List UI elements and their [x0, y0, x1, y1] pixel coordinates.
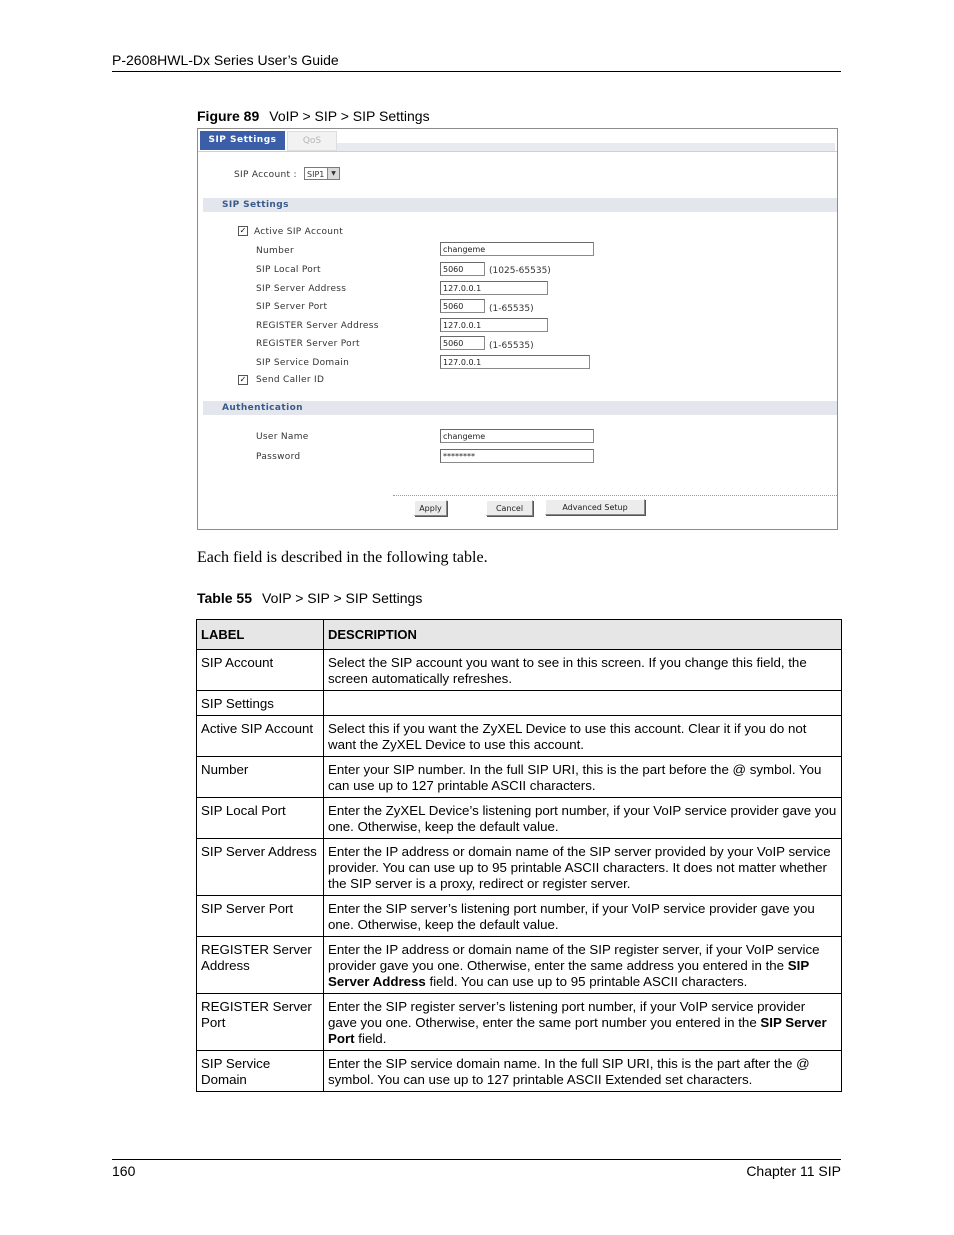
- row-label: SIP Account: [197, 650, 324, 691]
- row-label: Active SIP Account: [197, 716, 324, 757]
- table-header-row: [197, 620, 842, 650]
- header-description: DESCRIPTION: [324, 620, 842, 650]
- sip-server-port-input[interactable]: 5060: [440, 299, 485, 313]
- row-label: REGISTER Server Port: [197, 994, 324, 1051]
- table-row: [197, 716, 842, 757]
- register-server-port-range: (1-65535): [489, 341, 534, 351]
- figure-caption: [197, 108, 430, 124]
- register-server-address-label: REGISTER Server Address: [256, 321, 379, 331]
- row-description: [324, 937, 842, 994]
- apply-button[interactable]: Apply: [414, 500, 447, 516]
- row-label: SIP Server Address: [197, 839, 324, 896]
- table-row: [197, 757, 842, 798]
- table-row: [197, 896, 842, 937]
- chevron-down-icon[interactable]: ▼: [327, 168, 339, 179]
- intro-paragraph: Each field is described in the following table.: [197, 549, 488, 566]
- sip-account-label: SIP Account :: [234, 170, 297, 180]
- page-number: 160: [112, 1163, 136, 1179]
- row-label: REGISTER Server Address: [197, 937, 324, 994]
- sip-local-port-input[interactable]: 5060: [440, 262, 485, 276]
- tab-bar: [198, 129, 837, 152]
- password-label: Password: [256, 452, 301, 462]
- table-row: [197, 1051, 842, 1092]
- field-description-table: [196, 619, 842, 1092]
- send-caller-id-label: Send Caller ID: [256, 375, 325, 385]
- row-description: [324, 691, 842, 716]
- sip-account-select[interactable]: [304, 167, 340, 180]
- register-server-port-label: REGISTER Server Port: [256, 339, 360, 349]
- number-input[interactable]: changeme: [440, 242, 594, 256]
- tab-strip: [337, 143, 835, 151]
- user-name-label: User Name: [256, 432, 309, 442]
- advanced-setup-button[interactable]: Advanced Setup: [545, 499, 645, 515]
- row-description-text: Enter the SIP register server’s listening port number, if your VoIP service provider gave you one. Otherwise, enter the same port number you entered in the: [328, 999, 806, 1030]
- number-label: Number: [256, 246, 294, 256]
- register-server-address-input[interactable]: 127.0.0.1: [440, 318, 548, 332]
- figure-label: Figure 89: [197, 108, 260, 124]
- row-label: SIP Service Domain: [197, 1051, 324, 1092]
- header-rule: [112, 71, 841, 72]
- figure-title: VoIP > SIP > SIP Settings: [269, 108, 430, 124]
- sip-server-port-label: SIP Server Port: [256, 302, 328, 312]
- sip-settings-screenshot: [197, 128, 838, 530]
- row-description: [324, 994, 842, 1051]
- row-description: Select this if you want the ZyXEL Device to use this account. Clear it if you do not want the ZyXEL Device to use this account.: [324, 716, 842, 757]
- row-description: Enter your SIP number. In the full SIP URI, this is the part before the @ symbol. You can use up to 127 printable ASCII characters.: [324, 757, 842, 798]
- active-sip-account-label: Active SIP Account: [254, 227, 344, 237]
- table-row: [197, 798, 842, 839]
- table-title: VoIP > SIP > SIP Settings: [262, 590, 423, 606]
- register-server-port-input[interactable]: 5060: [440, 336, 485, 350]
- tab-sip-settings[interactable]: SIP Settings: [200, 131, 285, 150]
- tab-qos[interactable]: QoS: [287, 131, 337, 151]
- section-sip-settings: SIP Settings: [203, 198, 837, 212]
- send-caller-id-checkbox[interactable]: ✓: [239, 375, 247, 384]
- active-sip-account-checkbox[interactable]: ✓: [239, 226, 247, 235]
- row-label: SIP Server Port: [197, 896, 324, 937]
- sip-local-port-label: SIP Local Port: [256, 265, 321, 275]
- table-row: [197, 650, 842, 691]
- sip-service-domain-label: SIP Service Domain: [256, 358, 350, 368]
- sip-server-address-input[interactable]: 127.0.0.1: [440, 281, 548, 295]
- section-authentication: Authentication: [203, 401, 837, 415]
- table-row: [197, 937, 842, 994]
- row-description: Enter the IP address or domain name of the SIP server provided by your VoIP service provider. You can use up to 95 printable ASCII characters. It does not matter whether the SIP server is a proxy, redirect or register server.: [324, 839, 842, 896]
- row-label: Number: [197, 757, 324, 798]
- running-header: P-2608HWL-Dx Series User’s Guide: [112, 52, 339, 68]
- sip-account-value: SIP1: [307, 170, 325, 179]
- sip-service-domain-input[interactable]: 127.0.0.1: [440, 355, 590, 369]
- row-label: SIP Local Port: [197, 798, 324, 839]
- table-row: [197, 691, 842, 716]
- table-label: Table 55: [197, 590, 252, 606]
- button-divider: [393, 495, 837, 496]
- cancel-button[interactable]: Cancel: [486, 500, 533, 516]
- table-caption: [197, 590, 422, 606]
- row-description: Select the SIP account you want to see in this screen. If you change this field, the screen automatically refreshes.: [324, 650, 842, 691]
- table-row: [197, 994, 842, 1051]
- row-description: Enter the SIP service domain name. In the full SIP URI, this is the part after the @ symbol. You can use up to 127 printable ASCII Extended set characters.: [324, 1051, 842, 1092]
- password-input[interactable]: ********: [440, 449, 594, 463]
- header-label: LABEL: [197, 620, 324, 650]
- sip-server-address-label: SIP Server Address: [256, 284, 347, 294]
- chapter-title: Chapter 11 SIP: [746, 1163, 841, 1179]
- row-description-text: field.: [354, 1031, 387, 1046]
- table-row: [197, 839, 842, 896]
- field-reference: SIP Server Address: [328, 958, 809, 989]
- footer-rule: [112, 1159, 841, 1160]
- sip-local-port-range: (1025-65535): [489, 266, 551, 276]
- row-description-text: field. You can use up to 95 printable ASCII characters.: [425, 974, 748, 989]
- sip-server-port-range: (1-65535): [489, 304, 534, 314]
- row-description: Enter the SIP server’s listening port number, if your VoIP service provider gave you one. Otherwise, keep the default value.: [324, 896, 842, 937]
- row-label: SIP Settings: [197, 691, 324, 716]
- field-reference: SIP Server Port: [328, 1015, 827, 1046]
- user-name-input[interactable]: changeme: [440, 429, 594, 443]
- row-description-text: Enter the IP address or domain name of the SIP register server, if your VoIP service provider gave you one. Otherwise, enter the same address you entered in the: [328, 942, 820, 973]
- row-description: Enter the ZyXEL Device’s listening port number, if your VoIP service provider gave you one. Otherwise, keep the default value.: [324, 798, 842, 839]
